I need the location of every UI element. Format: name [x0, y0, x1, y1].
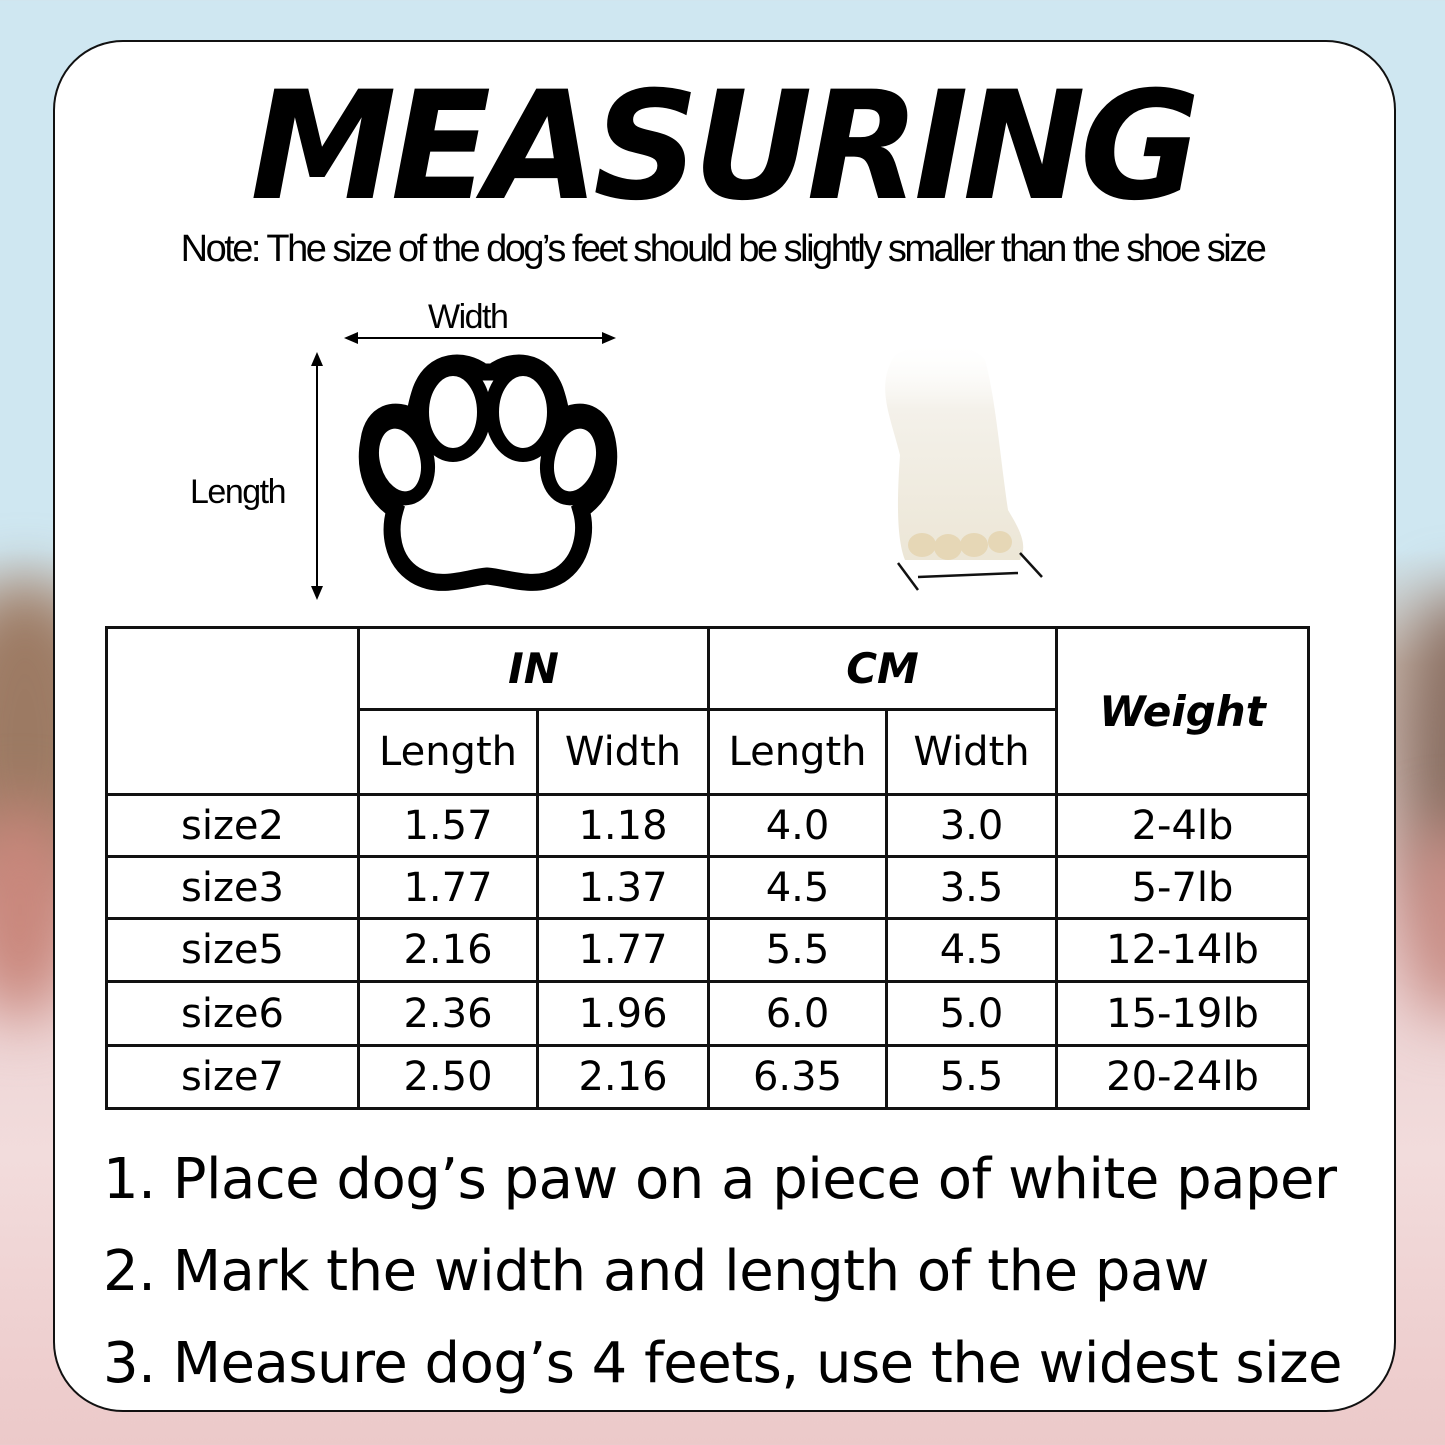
cell-in-width: 1.77	[538, 919, 709, 982]
width-arrow-icon	[340, 328, 620, 348]
header-weight: Weight	[1057, 628, 1309, 795]
header-in-width: Width	[538, 710, 709, 795]
cell-in-length: 2.16	[359, 919, 538, 982]
cell-weight: 15-19lb	[1057, 982, 1309, 1046]
header-cm-width: Width	[887, 710, 1057, 795]
header-cm: CM	[709, 628, 1057, 710]
background-blur-pink-right	[1400, 820, 1445, 1020]
cell-cm-width: 5.5	[887, 1046, 1057, 1109]
cell-in-width: 1.18	[538, 795, 709, 857]
cell-cm-width: 3.5	[887, 857, 1057, 919]
length-label: Length	[190, 473, 285, 511]
cell-weight: 2-4lb	[1057, 795, 1309, 857]
cell-cm-width: 3.0	[887, 795, 1057, 857]
cell-cm-width: 5.0	[887, 982, 1057, 1046]
cell-size: size7	[107, 1046, 359, 1109]
cell-size: size5	[107, 919, 359, 982]
page-title: MEASURING	[250, 60, 1195, 234]
cell-cm-length: 6.0	[709, 982, 887, 1046]
table-row	[107, 1046, 1309, 1109]
length-arrow-icon	[306, 350, 328, 602]
step-2: 2. Mark the width and length of the paw	[103, 1239, 1210, 1304]
cell-in-width: 2.16	[538, 1046, 709, 1109]
cell-weight: 5-7lb	[1057, 857, 1309, 919]
cell-size: size3	[107, 857, 359, 919]
step-1: 1. Place dog’s paw on a piece of white paper	[103, 1147, 1337, 1212]
cell-cm-length: 4.5	[709, 857, 887, 919]
cell-weight: 12-14lb	[1057, 919, 1309, 982]
cell-cm-length: 5.5	[709, 919, 887, 982]
table-header-row-groups	[107, 628, 1309, 710]
cell-size: size2	[107, 795, 359, 857]
table-row	[107, 795, 1309, 857]
cell-cm-width: 4.5	[887, 919, 1057, 982]
width-label: Width	[428, 298, 508, 336]
cell-in-length: 1.57	[359, 795, 538, 857]
dog-paw-photo	[860, 335, 1060, 595]
table-row	[107, 857, 1309, 919]
table-corner-cell	[107, 628, 359, 795]
cell-in-width: 1.96	[538, 982, 709, 1046]
step-3: 3. Measure dog’s 4 feets, use the widest size	[103, 1331, 1342, 1396]
size-chart-table	[105, 626, 1310, 1110]
header-in-length: Length	[359, 710, 538, 795]
cell-cm-length: 6.35	[709, 1046, 887, 1109]
paw-outline-icon	[355, 350, 620, 600]
header-cm-length: Length	[709, 710, 887, 795]
cell-in-length: 2.36	[359, 982, 538, 1046]
table-row	[107, 919, 1309, 982]
cell-in-length: 2.50	[359, 1046, 538, 1109]
table-row	[107, 982, 1309, 1046]
cell-size: size6	[107, 982, 359, 1046]
header-in: IN	[359, 628, 709, 710]
size-note: Note: The size of the dog’s feet should be slightly smaller than the shoe size	[180, 228, 1265, 270]
cell-cm-length: 4.0	[709, 795, 887, 857]
cell-in-length: 1.77	[359, 857, 538, 919]
cell-in-width: 1.37	[538, 857, 709, 919]
cell-weight: 20-24lb	[1057, 1046, 1309, 1109]
measuring-steps	[103, 1140, 1342, 1416]
